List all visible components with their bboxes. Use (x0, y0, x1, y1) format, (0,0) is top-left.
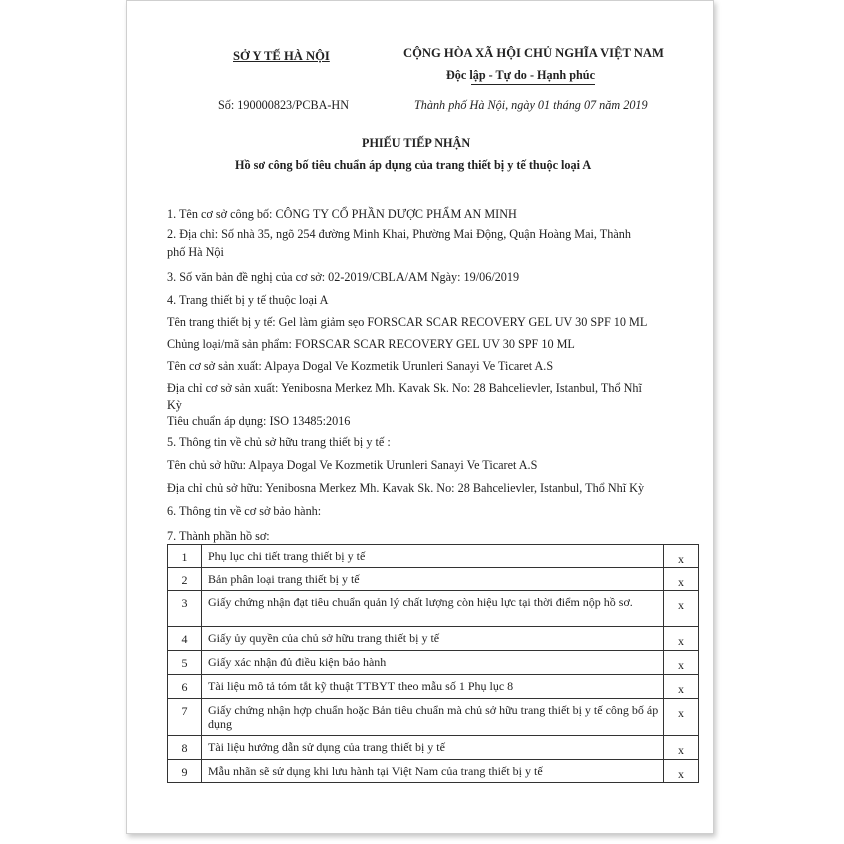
manufacturer-address-line2: Kỳ (167, 398, 182, 412)
row-checkmark: x (664, 591, 699, 627)
row-number: 1 (168, 545, 202, 568)
row-number: 8 (168, 736, 202, 760)
row-description: Tài liệu hướng dẫn sử dụng của trang thiết bị y tế (202, 736, 664, 760)
component-row (168, 736, 699, 760)
agency-name: SỞ Y TẾ HÀ NỘI (233, 49, 330, 63)
manufacturer-name: Tên cơ sở sản xuất: Alpaya Dogal Ve Kozmetik Urunleri Sanayi Ve Ticaret A.S (167, 359, 554, 373)
component-row (168, 545, 699, 568)
row-checkmark: x (664, 760, 699, 783)
item-4-heading: 4. Trang thiết bị y tế thuộc loại A (167, 293, 329, 307)
row-description: Giấy chứng nhận đạt tiêu chuẩn quản lý chất lượng còn hiệu lực tại thời điểm nộp hồ sơ. (202, 591, 664, 627)
item-5-heading: 5. Thông tin về chủ sở hữu trang thiết bị y tế : (167, 435, 391, 449)
row-description: Bản phân loại trang thiết bị y tế (202, 568, 664, 591)
document-title: PHIẾU TIẾP NHẬN (362, 136, 471, 150)
row-number: 3 (168, 591, 202, 627)
component-row (168, 651, 699, 675)
republic-name: CỘNG HÒA XÃ HỘI CHỦ NGHĨA VIỆT NAM (403, 46, 664, 60)
motto-underline (471, 84, 595, 85)
components-table (167, 544, 699, 783)
components-table-body (168, 545, 699, 783)
row-description: Tài liệu mô tả tóm tắt kỹ thuật TTBYT theo mẫu số 1 Phụ lục 8 (202, 675, 664, 699)
component-row (168, 627, 699, 651)
row-checkmark: x (664, 568, 699, 591)
row-number: 9 (168, 760, 202, 783)
motto-text: Độc lập - Tự do - Hạnh phúc (446, 68, 595, 82)
row-description: Phụ lục chi tiết trang thiết bị y tế (202, 545, 664, 568)
applied-standard: Tiêu chuẩn áp dụng: ISO 13485:2016 (167, 414, 351, 428)
item-1-facility: 1. Tên cơ sở công bố: CÔNG TY CỔ PHẦN DƯỢC PHẨM AN MINH (167, 207, 517, 221)
item-2-address-line2: phố Hà Nội (167, 245, 224, 259)
row-checkmark: x (664, 736, 699, 760)
row-checkmark: x (664, 627, 699, 651)
component-row (168, 675, 699, 699)
row-checkmark: x (664, 545, 699, 568)
row-description: Mẫu nhãn sẽ sử dụng khi lưu hành tại Việt Nam của trang thiết bị y tế (202, 760, 664, 783)
place-and-date: Thành phố Hà Nội, ngày 01 tháng 07 năm 2019 (414, 98, 648, 112)
row-description: Giấy ủy quyền của chủ sở hữu trang thiết bị y tế (202, 627, 664, 651)
component-row (168, 568, 699, 591)
component-row (168, 699, 699, 736)
row-number: 2 (168, 568, 202, 591)
item-6-warranty: 6. Thông tin về cơ sở bảo hành: (167, 504, 322, 518)
component-row (168, 591, 699, 627)
manufacturer-address-line1: Địa chỉ cơ sở sản xuất: Yenibosna Merkez Mh. Kavak Sk. No: 28 Bahcelievler, Istanbul, Thổ Nhĩ (167, 381, 642, 395)
row-checkmark: x (664, 699, 699, 736)
device-name: Tên trang thiết bị y tế: Gel làm giảm sẹo FORSCAR SCAR RECOVERY GEL UV 30 SPF 10 ML (167, 315, 648, 329)
row-description: Giấy xác nhận đủ điều kiện bảo hành (202, 651, 664, 675)
row-description: Giấy chứng nhận hợp chuẩn hoặc Bản tiêu chuẩn mà chủ sở hữu trang thiết bị y tế công bố áp dụng (202, 699, 664, 736)
row-number: 4 (168, 627, 202, 651)
device-model: Chủng loại/mã sản phẩm: FORSCAR SCAR RECOVERY GEL UV 30 SPF 10 ML (167, 337, 575, 351)
item-2-address-line1: 2. Địa chỉ: Số nhà 35, ngõ 254 đường Minh Khai, Phường Mai Động, Quận Hoàng Mai, Thành (167, 227, 631, 241)
owner-address: Địa chỉ chủ sở hữu: Yenibosna Merkez Mh. Kavak Sk. No: 28 Bahcelievler, Istanbul, Thổ Nhĩ Kỳ (167, 481, 645, 495)
owner-name: Tên chủ sở hữu: Alpaya Dogal Ve Kozmetik Urunleri Sanayi Ve Ticaret A.S (167, 458, 538, 472)
document-subtitle: Hồ sơ công bố tiêu chuẩn áp dụng của trang thiết bị y tế thuộc loại A (235, 158, 592, 172)
item-3-request-doc: 3. Số văn bản đề nghị của cơ sở: 02-2019/CBLA/AM Ngày: 19/06/2019 (167, 270, 520, 284)
row-number: 5 (168, 651, 202, 675)
reference-number: Số: 190000823/PCBA-HN (218, 98, 350, 112)
row-checkmark: x (664, 675, 699, 699)
item-7-heading: 7. Thành phần hồ sơ: (167, 529, 270, 543)
row-checkmark: x (664, 651, 699, 675)
component-row (168, 760, 699, 783)
row-number: 7 (168, 699, 202, 736)
national-motto (446, 68, 595, 83)
row-number: 6 (168, 675, 202, 699)
